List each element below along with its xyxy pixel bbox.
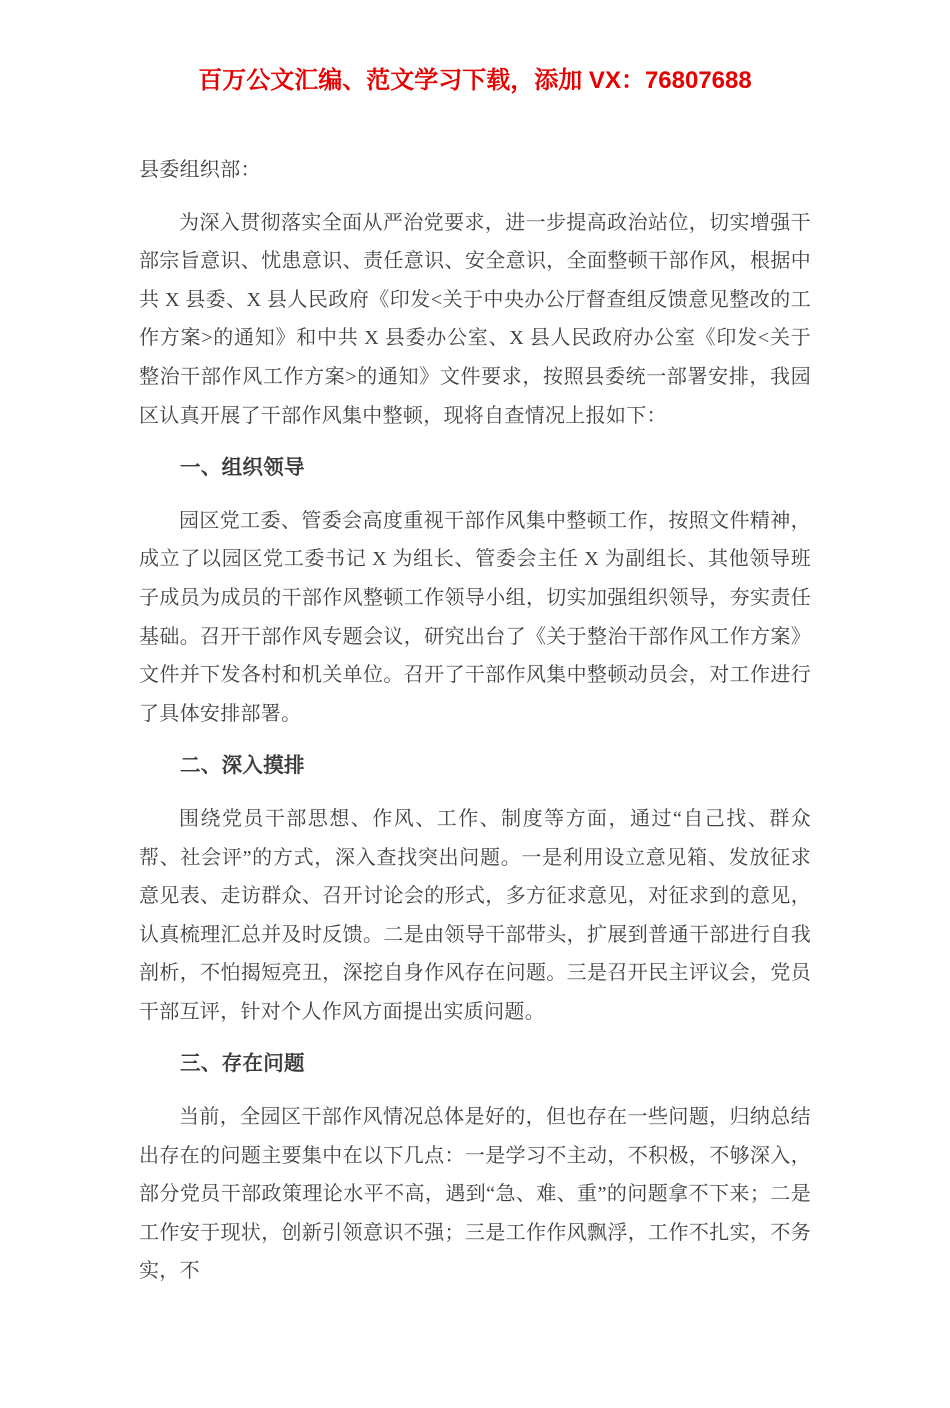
ad-banner-text: 百万公文汇编、范文学习下载，添加 VX：76807688 <box>198 67 752 94</box>
document-body <box>139 151 811 1291</box>
section-2-paragraph: 围绕党员干部思想、作风、工作、制度等方面，通过“自己找、群众帮、社会评”的方式，深入查找突出问题。一是利用设立意见箱、发放征求意见表、走访群众、召开讨论会的形式，多方征求意见，对征求到的意见，认真梳理汇总并及时反馈。二是由领导干部带头，扩展到普通干部进行自我剖析，不怕揭短亮丑，深挖自身作风存在问题。三是召开民主评议会，党员干部互评，针对个人作风方面提出实质问题。 <box>139 807 811 1023</box>
section-1-paragraph: 园区党工委、管委会高度重视干部作风集中整顿工作，按照文件精神，成立了以园区党工委书记 X 为组长、管委会主任 X 为副组长、其他领导班子成员为成员的干部作风整顿工作领导小组，切实加强组织领导，夯实责任基础。召开干部作风专题会议，研究出台了《关于整治干部作风工作方案》文件并下发各村和机关单位。召开了干部作风集中整顿动员会，对工作进行了具体安排部署。 <box>139 509 811 725</box>
document-page <box>0 64 950 1291</box>
salutation-line: 县委组织部： <box>139 159 261 181</box>
section-heading-1: 一、组织领导 <box>180 456 305 480</box>
section-heading-3: 三、存在问题 <box>180 1052 305 1076</box>
section-heading-2: 二、深入摸排 <box>180 754 305 778</box>
section-3-paragraph: 当前，全园区干部作风情况总体是好的，但也存在一些问题，归纳总结出存在的问题主要集中在以下几点：一是学习不主动，不积极，不够深入，部分党员干部政策理论水平不高，遇到“急、难、重”的问题拿不下来；二是工作安于现状，创新引领意识不强；三是工作作风飘浮，工作不扎实，不务实，不 <box>139 1106 811 1283</box>
intro-paragraph: 为深入贯彻落实全面从严治党要求，进一步提高政治站位，切实增强干部宗旨意识、忧患意识、责任意识、安全意识，全面整顿干部作风，根据中共 X 县委、X 县人民政府《印发<关于中央办公厅督查组反馈意见整改的工作方案>的通知》和中共 X 县委办公室、X 县人民政府办公室《印发<关于整治干部作风工作方案>的通知》文件要求，按照县委统一部署安排，我园区认真开展了干部作风集中整顿，现将自查情况上报如下： <box>139 211 811 427</box>
